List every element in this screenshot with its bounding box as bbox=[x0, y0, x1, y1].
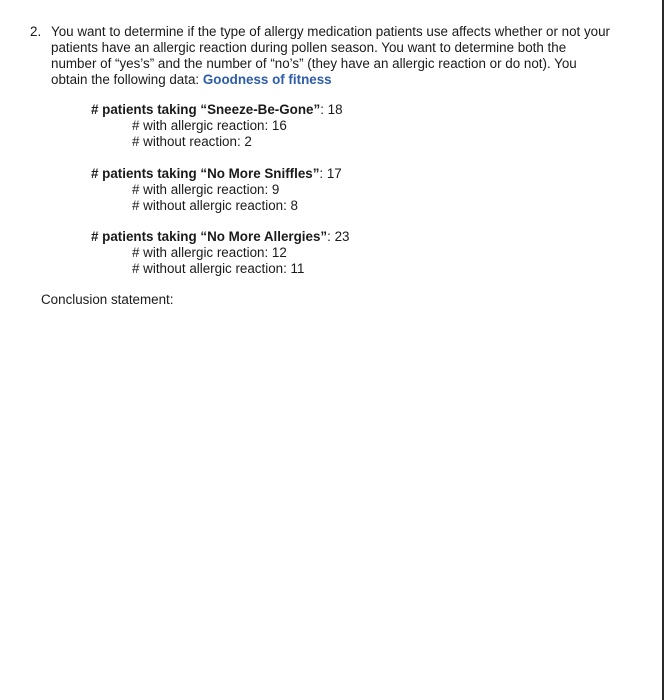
question-2 bbox=[30, 24, 630, 88]
without-reaction-count: # without allergic reaction: 11 bbox=[132, 261, 305, 276]
question-text bbox=[51, 24, 630, 88]
group-no-more-allergies bbox=[91, 229, 349, 277]
group-total: : 23 bbox=[327, 229, 350, 244]
conclusion-statement-label: Conclusion statement: bbox=[41, 292, 174, 307]
question-number: 2. bbox=[30, 24, 42, 39]
group-total: : 17 bbox=[319, 166, 342, 181]
without-reaction-count: # without reaction: 2 bbox=[132, 134, 252, 149]
group-sneeze-be-gone bbox=[91, 102, 343, 150]
question-line: You want to determine if the type of allergy medication patients use affects whether or not your bbox=[51, 24, 611, 39]
group-no-more-sniffles bbox=[91, 166, 342, 214]
group-label: # patients taking “Sneeze-Be-Gone” bbox=[91, 102, 321, 117]
group-header bbox=[91, 229, 349, 245]
group-label: # patients taking “No More Allergies” bbox=[91, 229, 328, 244]
with-reaction-count: # with allergic reaction: 9 bbox=[132, 182, 280, 197]
question-line-last bbox=[51, 72, 630, 88]
group-label: # patients taking “No More Sniffles” bbox=[91, 166, 320, 181]
group-header bbox=[91, 102, 343, 118]
group-header bbox=[91, 166, 342, 182]
goodness-of-fit-annotation: Goodness of fitness bbox=[202, 72, 332, 87]
without-reaction-count: # without allergic reaction: 8 bbox=[132, 198, 298, 213]
question-line-prefix: obtain the following data: bbox=[51, 72, 203, 87]
with-reaction-count: # with allergic reaction: 12 bbox=[132, 245, 287, 260]
question-line: patients have an allergic reaction during pollen season. You want to determine both the bbox=[51, 40, 567, 55]
group-total: : 18 bbox=[320, 102, 343, 117]
question-line: number of “yes’s” and the number of “no’s” (they have an allergic reaction or do not). You bbox=[51, 56, 577, 71]
with-reaction-count: # with allergic reaction: 16 bbox=[132, 118, 287, 133]
